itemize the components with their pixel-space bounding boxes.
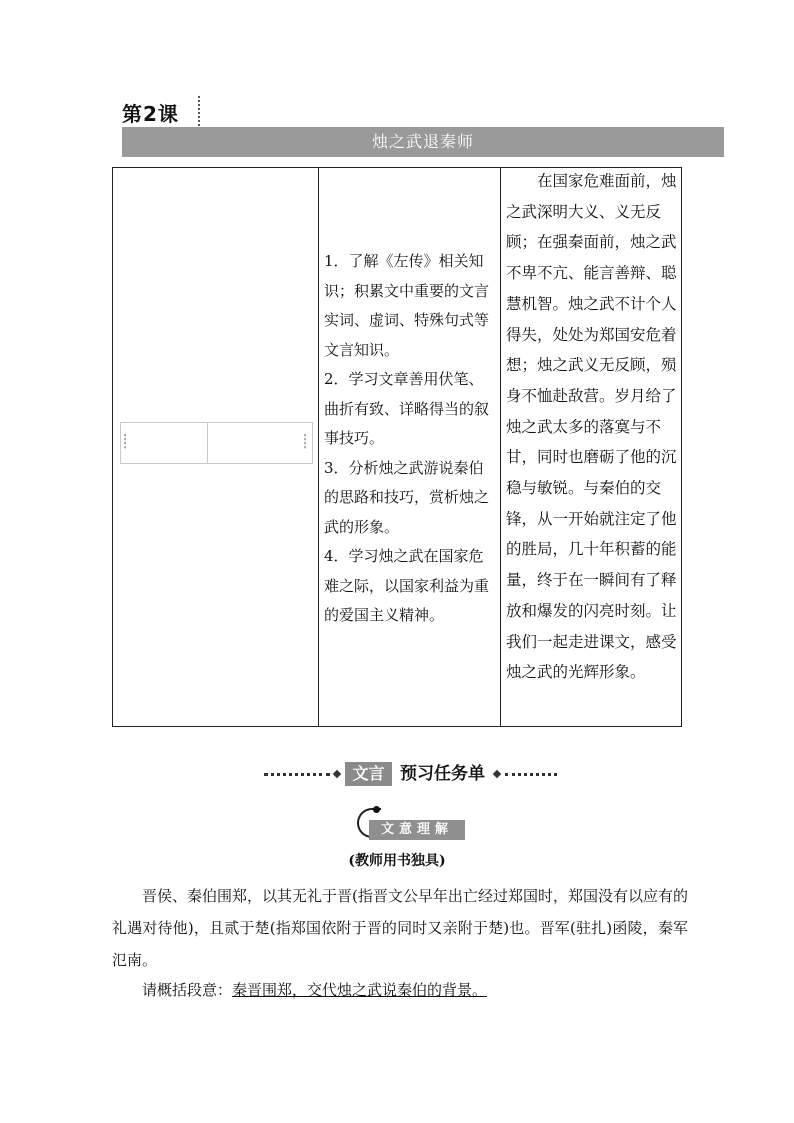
structure-diagram-thumbnail — [120, 422, 313, 464]
diagram-tiny-label: ▮▮▮▮ — [303, 433, 307, 449]
question-prompt: 请概括段意： — [142, 981, 233, 999]
column-divider — [318, 168, 319, 726]
diagram-tiny-label: ▮▮▮▮ — [123, 433, 127, 449]
goal-item: 3．分析烛之武游说秦伯的思路和技巧，赏析烛之武的形象。 — [324, 458, 490, 536]
goal-item: 4．学习烛之武在国家危难之际，以国家利益为重的爱国主义精神。 — [324, 547, 490, 624]
section-tag: 文言 — [345, 762, 392, 786]
passage-text: 晋侯、秦伯围郑，以其无礼于晋(指晋文公早年出亡经过郑国时，郑国没有以应有的礼遇对待他)，且贰于楚(指郑国依附于晋的同时又亲附于楚)也。晋军(驻扎)函陵，秦军氾南。 — [112, 887, 688, 969]
subsection-label — [357, 806, 467, 840]
dotted-rule-left — [264, 773, 330, 776]
learning-goals — [324, 247, 496, 631]
dot-decoration-icon — [373, 806, 380, 813]
diamond-bullet-icon — [493, 770, 501, 778]
section-title: 预习任务单 — [400, 764, 485, 784]
diamond-bullet-icon — [333, 770, 341, 778]
lesson-title: 烛之武退秦师 — [122, 127, 724, 157]
lesson-introduction: 在国家危难面前，烛之武深明大义、义无反顾；在强秦面前，烛之武不卑不亢、能言善辩、聪慧机智。烛之武不计个人得失，处处为郑国安危着想；烛之武义无反顾，殒身不恤赴敌营。岁月给了烛之武太多的落寞与不甘，同时也磨砺了他的沉稳与敏锐。与秦伯的交锋，从一开始就注定了他的胜局，几十年积蓄的能量，终于在一瞬间有了释放和爆发的闪亮时刻。让我们一起走进课文，感受烛之武的光辉形象。 — [506, 172, 677, 682]
question-answer: 秦晋围郑，交代烛之武说秦伯的背景。 — [232, 981, 488, 999]
section-header — [0, 762, 794, 788]
goal-item: 2．学习文章善用伏笔、曲折有致、详略得当的叙事技巧。 — [324, 370, 490, 447]
column-divider — [500, 168, 501, 726]
subsection-title: 文意理解 — [369, 820, 465, 840]
diagram-divider — [207, 423, 208, 463]
dotted-rule-right — [505, 773, 557, 776]
lesson-number: 第2课 — [122, 102, 179, 126]
lesson-divider — [198, 96, 200, 126]
goal-item: 1．了解《左传》相关知识；积累文中重要的文言实词、虚词、特殊句式等文言知识。 — [324, 252, 490, 359]
teacher-note: (教师用书独具) — [348, 853, 446, 869]
summary-question — [112, 974, 688, 1006]
